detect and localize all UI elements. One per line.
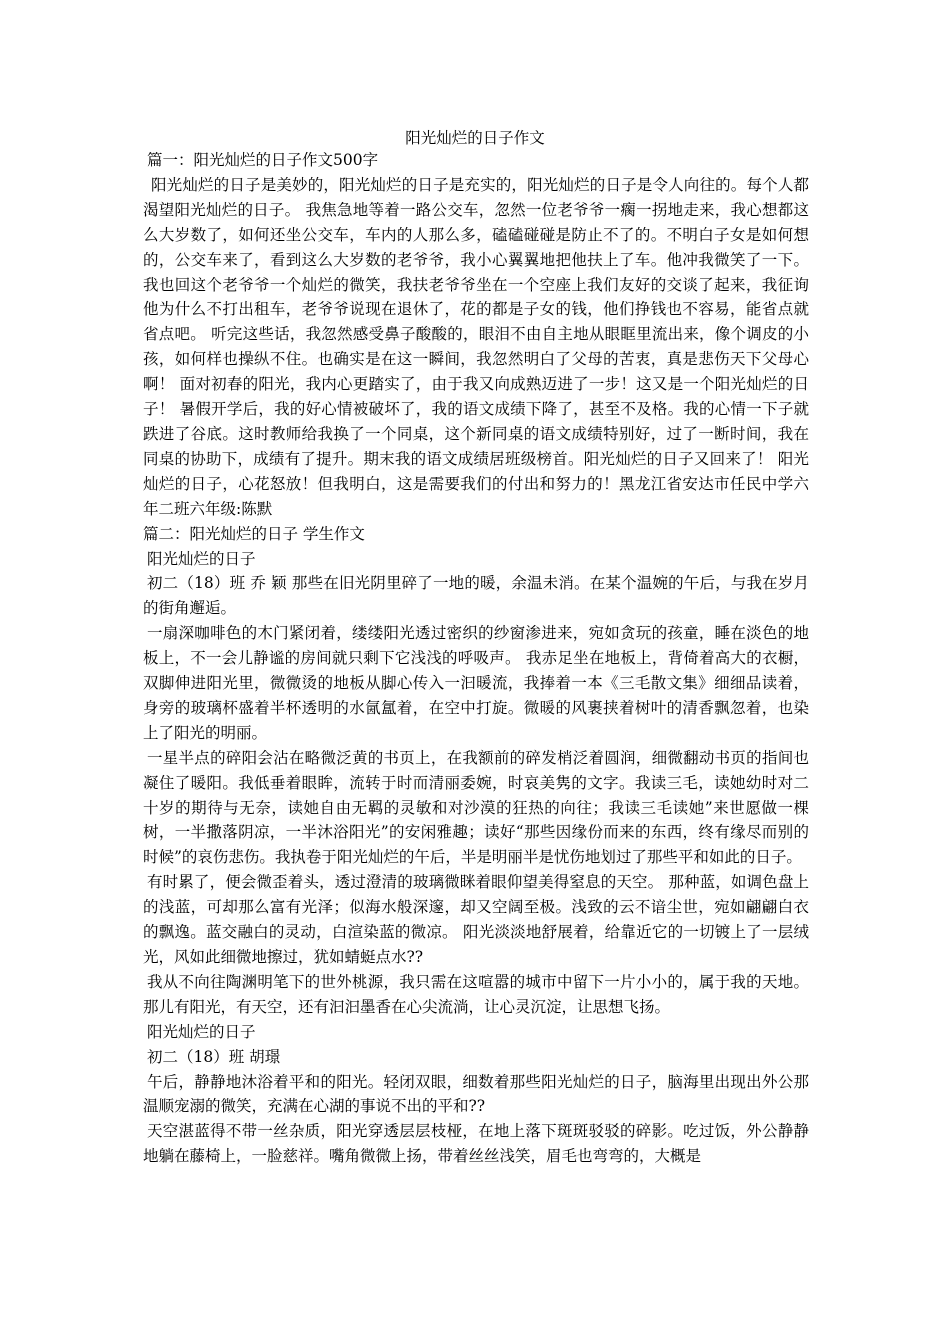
body-paragraph: 天空湛蓝得不带一丝杂质，阳光穿透层层枝桠，在地上落下斑斑驳驳的碎影。吃过饭，外公静静地躺在藤椅上，一脸慈祥。嘴角微微上扬，带着丝丝浅笑，眉毛也弯弯的，大概是 [143, 1122, 809, 1166]
body-paragraph: 阳光灿烂的日子是美妙的，阳光灿烂的日子是充实的，阳光灿烂的日子是令人向往的。每个人都渴望阳光灿烂的日子。 我焦急地等着一路公交车，忽然一位老爷爷一瘸一拐地走来，我心想都这么大岁数了，如何还坐公交车，车内的人那么多，磕磕碰碰是防止不了的。不明白子女是如何想的，公交车来了，看到这么大岁数的老爷爷，我小心翼翼地把他扶上了车。他冲我微笑了一下。我也回这个老爷爷一个灿烂的微笑，我扶老爷爷坐在一个空座上我们友好的交谈了起来，我征询他为什么不打出租车，老爷爷说现在退休了，花的都是子女的钱，他们挣钱也不容易，能省点就省点吧。 听完这些话，我忽然感受鼻子酸酸的，眼泪不由自主地从眼眶里流出来，像个调皮的小孩，如何样也操纵不住。也确实是在这一瞬间，我忽然明白了父母的苦衷，真是悲伤天下父母心啊！ 面对初春的阳光，我内心更踏实了，由于我又向成熟迈进了一步！这又是一个阳光灿烂的日子！ 暑假开学后，我的好心情被破坏了，我的语文成绩下降了，甚至不及格。我的心情一下子就跌进了谷底。这时教师给我换了一个同桌，这个新同桌的语文成绩特别好，过了一断时间，我在同桌的协助下，成绩有了提升。期末我的语文成绩居班级榜首。阳光灿烂的日子又回来了！ 阳光灿烂的日子，心花怒放！但我明白，这是需要我们的付出和努力的！黑龙江省安达市任民中学六年二班六年级:陈默 [143, 175, 809, 518]
author-line: 初二（18）班 胡璟 [147, 1047, 281, 1066]
body-paragraph: 午后，静静地沐浴着平和的阳光。轻闭双眼，细数着那些阳光灿烂的日子，脑海里出现出外公那温顺宠溺的微笑，充满在心湖的事说不出的平和?? [143, 1072, 809, 1116]
body-paragraph: 一星半点的碎阳会沾在略微泛黄的书页上，在我额前的碎发梢泛着圆润，细微翻动书页的指间也凝住了暖阳。我低垂着眼眸，流转于时而清丽委婉，时哀美隽的文字。我读三毛，读她幼时对二十岁的期待与无奈，读她自由无羁的灵敏和对沙漠的狂热的向往；我读三毛读她”来世愿做一棵树，一半撒落阴凉，一半沐浴阳光”的安闲雅趣；读好“那些因缘份而来的东西，终有缘尽而别的时候”的哀伤悲伤。我执卷于阳光灿烂的午后，半是明丽半是忧伤地划过了那些平和如此的日子。 [143, 748, 809, 867]
document-body [143, 148, 809, 1169]
body-paragraph: 一扇深咖啡色的木门紧闭着，缕缕阳光透过密织的纱窗渗进来，宛如贪玩的孩童，睡在淡色的地板上，不一会儿静谧的房间就只剩下它浅浅的呼吸声。 我赤足坐在地板上，背倚着高大的衣橱，双脚伸进阳光里，微微烫的地板从脚心传入一汩暖流，我捧着一本《三毛散文集》细细品读着，身旁的玻璃杯盛着半杯透明的水氤氲着，在空中打旋。微暖的风裹挟着树叶的清香飘忽着，也染上了阳光的明丽。 [143, 624, 809, 742]
section-heading: 篇二：阳光灿烂的日子 学生作文 [143, 524, 365, 543]
essay-title: 阳光灿烂的日子 [147, 1022, 256, 1041]
essay-title: 阳光灿烂的日子 [147, 549, 256, 568]
body-paragraph: 我从不向往陶渊明笔下的世外桃源，我只需在这喧嚣的城市中留下一片小小的，属于我的天地。那儿有阳光，有天空，还有汩汩墨香在心尖流淌，让心灵沉淀，让思想飞扬。 [143, 972, 809, 1016]
body-paragraph: 有时累了，便会微歪着头，透过澄清的玻璃微眯着眼仰望美得窒息的天空。 那种蓝，如调色盘上的浅蓝，可却那么富有光泽；似海水般深邃，却又空阔至极。浅致的云不谙尘世，宛如翩翩白衣的飘逸。蓝交融白的灵动，白渲染蓝的微凉。 阳光淡淡地舒展着，给靠近它的一切镀上了一层绒光，风如此细微地擦过，犹如蜻蜓点水?? [143, 873, 809, 966]
body-paragraph: 初二（18）班 乔 颖 那些在旧光阴里碎了一地的暖，余温未消。在某个温婉的午后，与我在岁月的街角邂逅。 [143, 574, 809, 618]
section-heading: 篇一：阳光灿烂的日子作文500字 [147, 151, 379, 169]
document-title: 阳光灿烂的日子作文 [405, 129, 545, 147]
